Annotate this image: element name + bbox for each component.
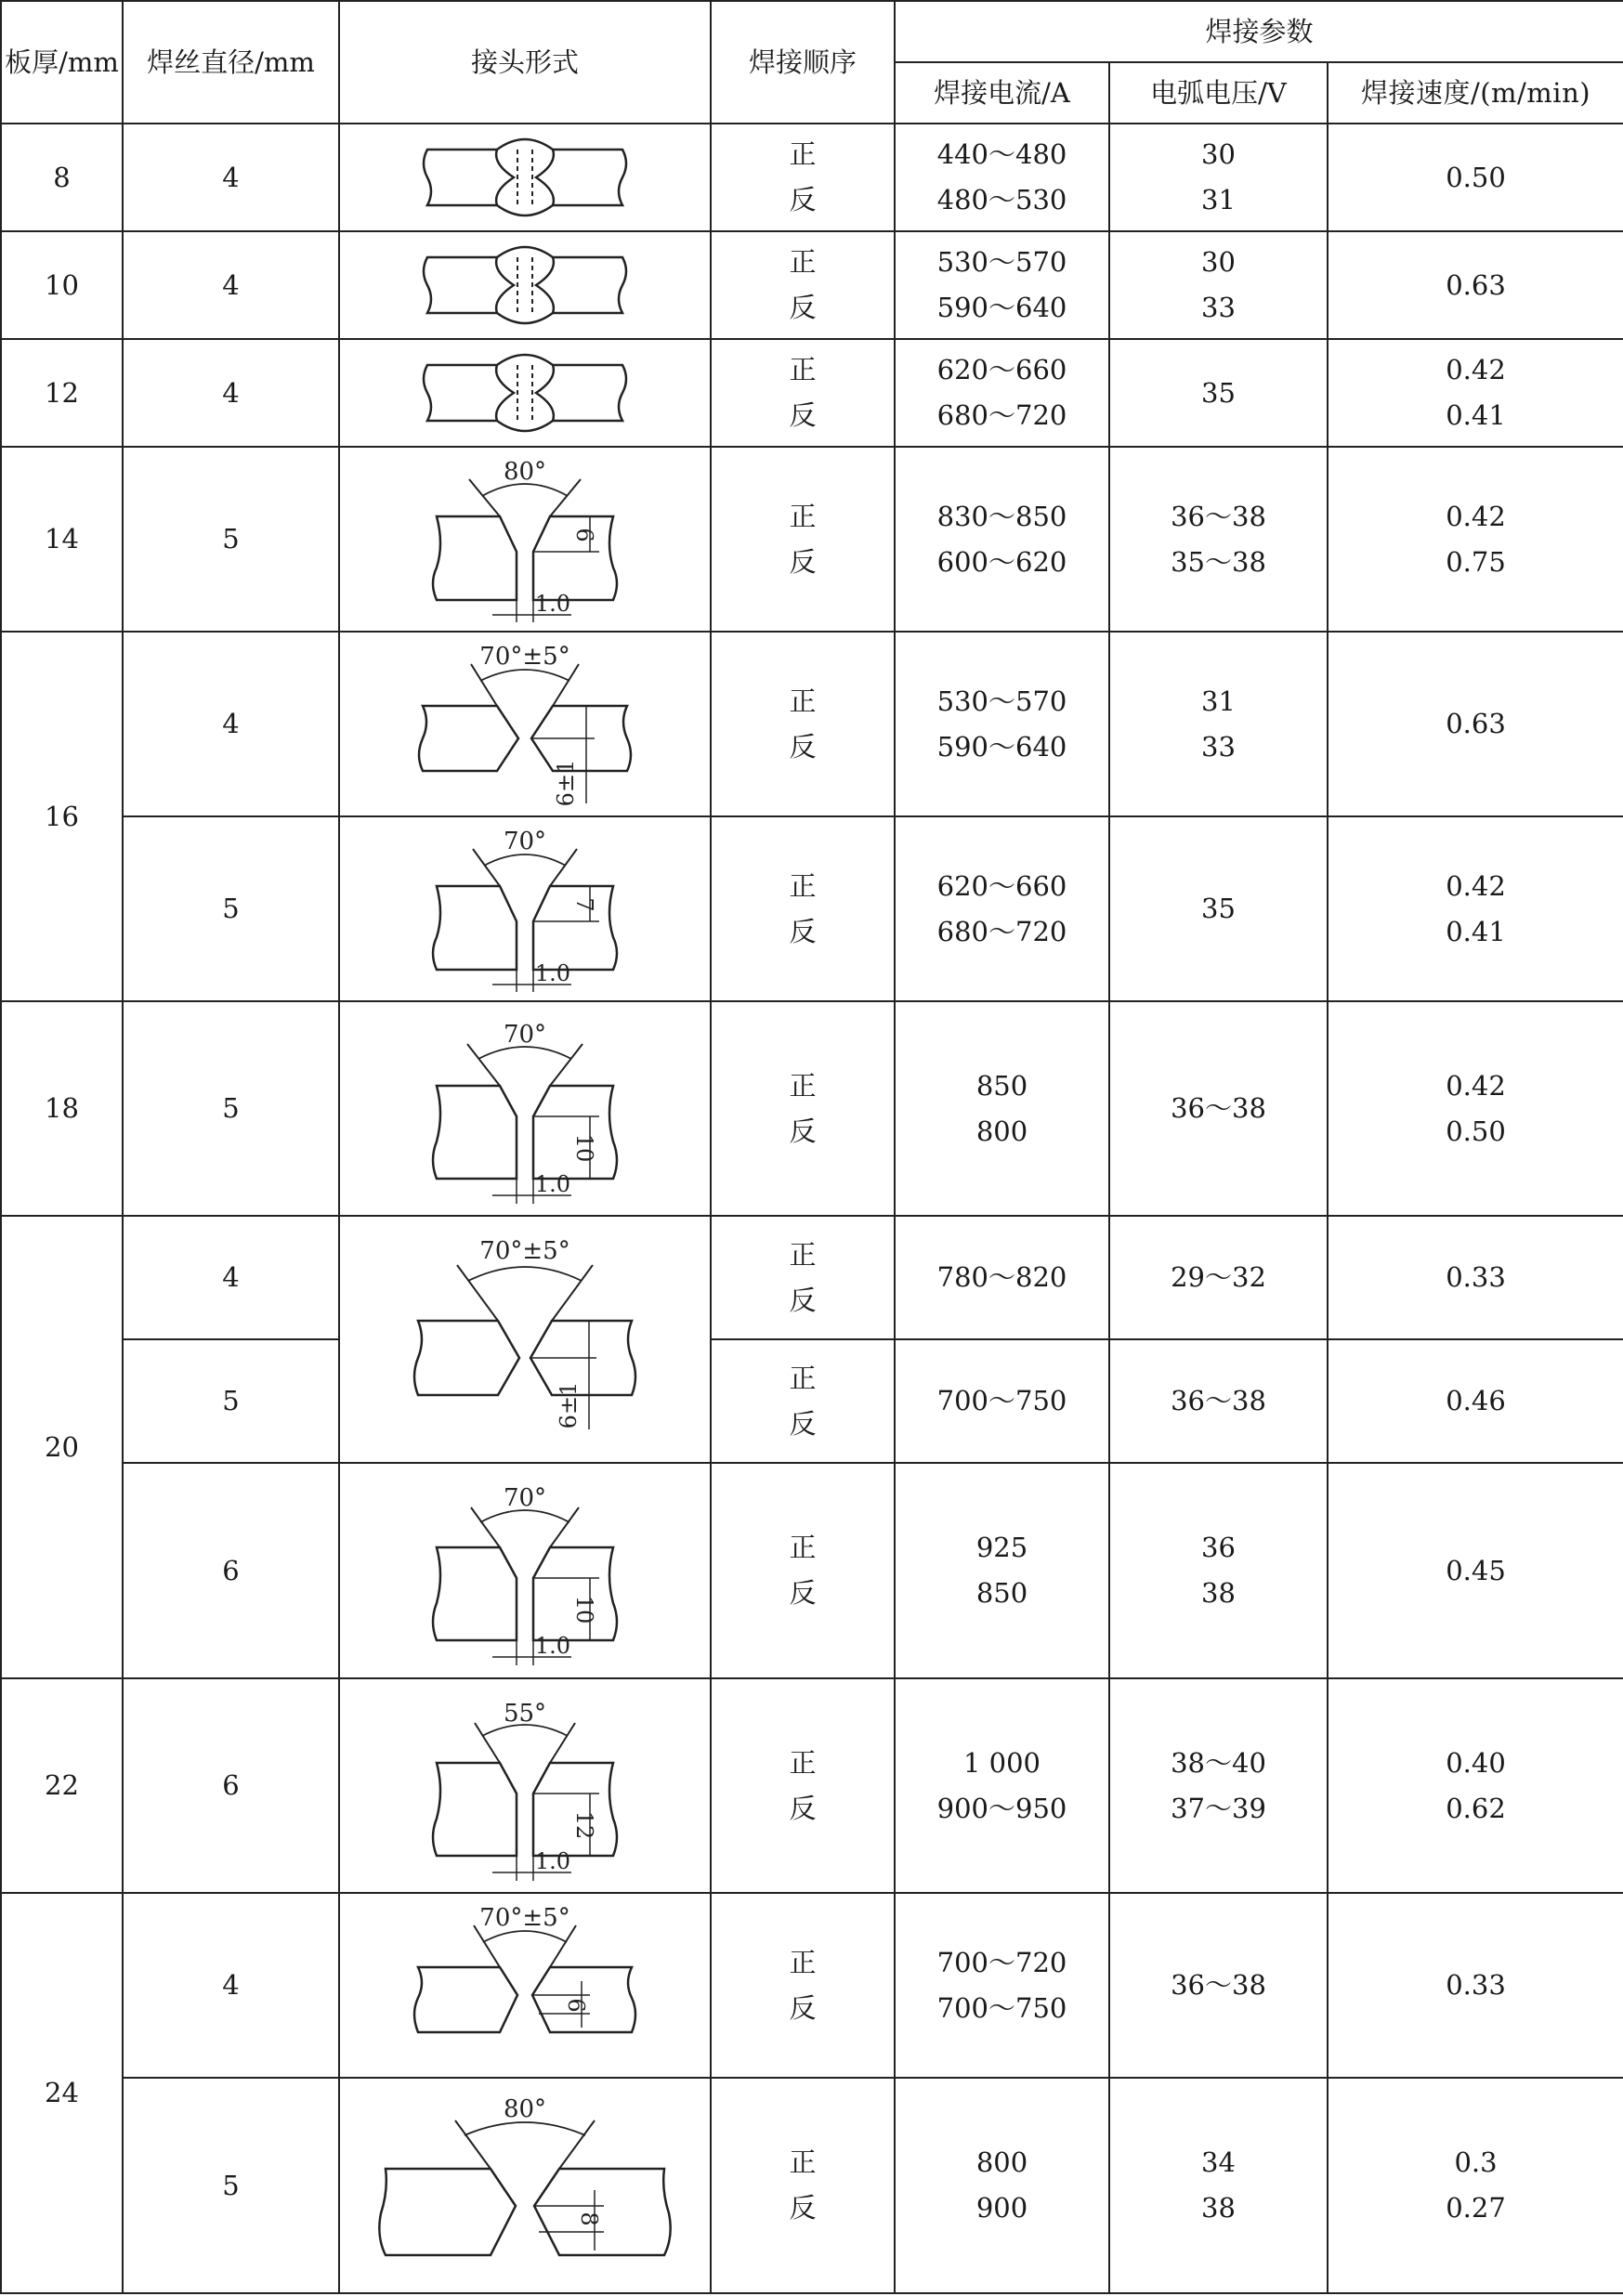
wire-diameter-cell: 4 <box>123 339 339 447</box>
speed-cell: 0.63 <box>1328 231 1623 339</box>
sequence-back: 反 <box>789 1577 817 1609</box>
speed-front: 0.42 <box>1446 354 1506 385</box>
current-cell <box>895 231 1109 339</box>
current-cell <box>895 1893 1109 2078</box>
table-row <box>1 632 1623 816</box>
current-cell <box>895 339 1109 447</box>
sequence-front: 正 <box>789 138 817 170</box>
table-row <box>1 1893 1623 2078</box>
weld-sequence-cell <box>711 1001 895 1216</box>
plate-thickness-cell: 24 <box>1 1893 123 2293</box>
voltage-back: 38 <box>1201 1577 1236 1609</box>
sequence-back: 反 <box>789 730 817 763</box>
current-back: 590～640 <box>936 292 1067 323</box>
root-face-label: 10 <box>571 1133 597 1162</box>
root-face-label: 6 <box>571 527 597 542</box>
current-cell <box>895 2078 1109 2293</box>
speed-cell: 0.33 <box>1328 1893 1623 2078</box>
joint-form-cell <box>339 1001 711 1216</box>
voltage-cell: 36～38 <box>1109 1001 1328 1216</box>
sequence-front: 正 <box>789 1532 817 1563</box>
wire-diameter-cell: 6 <box>123 1678 339 1893</box>
current-back: 680～720 <box>936 915 1067 947</box>
voltage-back: 31 <box>1201 184 1236 215</box>
current-cell <box>895 1678 1109 1893</box>
table-row <box>1 816 1623 1001</box>
plate-thickness-cell: 14 <box>1 447 123 632</box>
table-row <box>1 1678 1623 1893</box>
weld-sequence-cell <box>711 632 895 816</box>
root-face-label: 6 <box>563 1997 589 2013</box>
joint-form-cell <box>339 1463 711 1678</box>
current-front: 800 <box>975 2146 1028 2178</box>
sequence-front: 正 <box>789 1069 817 1102</box>
root-gap-label: 1.0 <box>534 590 571 617</box>
speed-cell <box>1328 2078 1623 2293</box>
sequence-front: 正 <box>789 354 817 385</box>
weld-sequence-cell <box>711 1893 895 2078</box>
wire-diameter-cell: 5 <box>123 447 339 632</box>
double-v-groove-joint-diagram <box>404 636 646 813</box>
table-row <box>1 1216 1623 1339</box>
voltage-cell <box>1109 231 1328 339</box>
header-joint-form: 接头形式 <box>339 1 711 124</box>
root-face-label: 8 <box>576 2211 602 2226</box>
current-back: 900 <box>975 2192 1028 2224</box>
current-front: 620～660 <box>936 869 1067 902</box>
y-groove-joint-diagram <box>413 451 636 628</box>
wire-diameter-cell: 4 <box>123 1216 339 1339</box>
speed-cell <box>1328 447 1623 632</box>
root-face-label: 12 <box>571 1810 597 1839</box>
sequence-back: 反 <box>789 1284 817 1316</box>
speed-cell: 0.46 <box>1328 1339 1623 1463</box>
weld-sequence-cell <box>711 816 895 1001</box>
current-front: 620～660 <box>936 354 1067 385</box>
sequence-front: 正 <box>789 500 817 532</box>
current-cell <box>895 447 1109 632</box>
table-row <box>1 1001 1623 1216</box>
current-back: 590～640 <box>936 730 1067 763</box>
speed-front: 0.42 <box>1446 869 1506 902</box>
weld-sequence-cell <box>711 231 895 339</box>
root-gap-label: 1.0 <box>534 1847 571 1874</box>
current-cell <box>895 1463 1109 1678</box>
sequence-front: 正 <box>789 246 817 278</box>
joint-form-cell <box>339 1216 711 1463</box>
sequence-back: 反 <box>789 2192 817 2224</box>
weld-sequence-cell <box>711 447 895 632</box>
sequence-back: 反 <box>789 1115 817 1147</box>
sequence-back: 反 <box>789 292 817 323</box>
root-face-label: 6±1 <box>556 1381 582 1429</box>
voltage-cell <box>1109 2078 1328 2293</box>
speed-cell: 0.45 <box>1328 1463 1623 1678</box>
sequence-back: 反 <box>789 545 817 578</box>
root-gap-label: 1.0 <box>534 1633 571 1659</box>
groove-angle-label: 80° <box>503 457 547 486</box>
plate-thickness-cell: 10 <box>1 231 123 339</box>
wire-diameter-cell: 5 <box>123 816 339 1001</box>
double-v-groove-joint-diagram <box>399 1898 650 2074</box>
sequence-back: 反 <box>789 1792 817 1824</box>
sequence-front: 正 <box>789 1746 817 1779</box>
current-front: 1 000 <box>962 1746 1041 1779</box>
current-front: 700～720 <box>936 1946 1067 1978</box>
double-v-groove-joint-diagram <box>399 1223 650 1455</box>
y-groove-joint-diagram <box>413 821 636 998</box>
sequence-back: 反 <box>789 915 817 947</box>
voltage-cell: 35 <box>1109 816 1328 1001</box>
wire-diameter-cell: 4 <box>123 124 339 231</box>
current-front: 440～480 <box>936 138 1067 170</box>
wire-diameter-cell: 4 <box>123 632 339 816</box>
groove-angle-label: 70°±5° <box>479 642 570 671</box>
root-face-label: 10 <box>571 1595 597 1624</box>
speed-back: 0.62 <box>1446 1792 1506 1824</box>
header-voltage: 电弧电压/V <box>1109 62 1328 124</box>
voltage-cell: 29～32 <box>1109 1216 1328 1339</box>
sequence-back: 反 <box>789 399 817 431</box>
current-back: 850 <box>975 1577 1028 1609</box>
voltage-back: 37～39 <box>1171 1792 1266 1824</box>
root-gap-label: 1.0 <box>534 959 571 986</box>
voltage-cell: 36～38 <box>1109 1339 1328 1463</box>
header-speed: 焊接速度/(m/min) <box>1328 62 1623 124</box>
speed-cell: 0.33 <box>1328 1216 1623 1339</box>
current-cell <box>895 632 1109 816</box>
current-back: 700～750 <box>936 1991 1067 2024</box>
current-back: 480～530 <box>936 184 1067 215</box>
groove-angle-label: 55° <box>503 1699 547 1728</box>
table-row <box>1 231 1623 339</box>
weld-sequence-cell <box>711 1463 895 1678</box>
speed-cell <box>1328 816 1623 1001</box>
voltage-back: 33 <box>1201 292 1236 323</box>
plate-thickness-cell: 20 <box>1 1216 123 1678</box>
joint-form-cell <box>339 231 711 339</box>
joint-form-cell <box>339 1678 711 1893</box>
groove-angle-label: 70°±5° <box>479 1903 570 1932</box>
current-front: 830～850 <box>936 500 1067 532</box>
wire-diameter-cell: 6 <box>123 1463 339 1678</box>
header-wire-diameter: 焊丝直径/mm <box>123 1 339 124</box>
speed-cell: 0.63 <box>1328 632 1623 816</box>
joint-form-cell <box>339 447 711 632</box>
voltage-front: 30 <box>1201 138 1236 170</box>
wire-diameter-cell: 5 <box>123 2078 339 2293</box>
root-face-label: 7 <box>571 896 597 912</box>
voltage-back: 35～38 <box>1171 545 1266 578</box>
weld-sequence-cell <box>711 2078 895 2293</box>
speed-front: 0.42 <box>1446 1069 1506 1102</box>
weld-sequence-cell <box>711 1339 895 1463</box>
voltage-cell <box>1109 1678 1328 1893</box>
header-weld-params: 焊接参数 <box>895 1 1623 62</box>
speed-back: 0.50 <box>1446 1115 1506 1147</box>
plate-thickness-cell: 18 <box>1 1001 123 1216</box>
current-back: 800 <box>975 1115 1028 1147</box>
voltage-front: 36 <box>1201 1532 1236 1563</box>
speed-cell: 0.50 <box>1328 124 1623 231</box>
voltage-cell: 35 <box>1109 339 1328 447</box>
current-back: 680～720 <box>936 399 1067 431</box>
sequence-back: 反 <box>789 184 817 215</box>
wire-diameter-cell: 4 <box>123 1893 339 2078</box>
speed-cell <box>1328 1678 1623 1893</box>
groove-angle-label: 80° <box>503 2095 547 2123</box>
speed-back: 0.75 <box>1446 545 1506 578</box>
plate-thickness-cell: 16 <box>1 632 123 1001</box>
speed-back: 0.27 <box>1446 2192 1506 2224</box>
y-groove-joint-diagram <box>413 1684 636 1888</box>
current-front: 850 <box>975 1069 1028 1102</box>
speed-front: 0.3 <box>1454 2146 1498 2178</box>
table-row <box>1 339 1623 447</box>
root-gap-label: 1.0 <box>534 1170 571 1197</box>
speed-back: 0.41 <box>1446 915 1506 947</box>
groove-angle-label: 70° <box>503 827 547 855</box>
groove-angle-label: 70°±5° <box>479 1237 570 1265</box>
voltage-cell <box>1109 447 1328 632</box>
table-row <box>1 1339 1623 1463</box>
double-sided-butt-joint-diagram <box>413 131 636 224</box>
sequence-front: 正 <box>789 869 817 902</box>
sequence-front: 正 <box>789 1946 817 1978</box>
double-sided-butt-joint-diagram <box>413 346 636 439</box>
voltage-cell <box>1109 1463 1328 1678</box>
header-current: 焊接电流/A <box>895 62 1109 124</box>
joint-form-cell <box>339 1893 711 2078</box>
double-v-groove-joint-diagram <box>372 2083 678 2288</box>
sequence-back: 反 <box>789 1407 817 1440</box>
weld-sequence-cell <box>711 124 895 231</box>
wire-diameter-cell: 5 <box>123 1339 339 1463</box>
voltage-front: 31 <box>1201 685 1236 717</box>
current-front: 530～570 <box>936 246 1067 278</box>
groove-angle-label: 70° <box>503 1484 547 1512</box>
speed-cell <box>1328 1001 1623 1216</box>
speed-front: 0.42 <box>1446 500 1506 532</box>
wire-diameter-cell: 5 <box>123 1001 339 1216</box>
sequence-front: 正 <box>789 1238 817 1271</box>
current-back: 900～950 <box>936 1792 1067 1824</box>
sequence-back: 反 <box>789 1991 817 2024</box>
y-groove-joint-diagram <box>413 1007 636 1211</box>
current-back: 600～620 <box>936 545 1067 578</box>
root-face-label: 6±1 <box>553 759 579 806</box>
plate-thickness-cell: 22 <box>1 1678 123 1893</box>
voltage-front: 38～40 <box>1171 1746 1266 1779</box>
voltage-back: 38 <box>1201 2192 1236 2224</box>
weld-sequence-cell <box>711 1216 895 1339</box>
weld-sequence-cell <box>711 339 895 447</box>
y-groove-joint-diagram <box>413 1468 636 1673</box>
joint-form-cell <box>339 339 711 447</box>
current-cell <box>895 124 1109 231</box>
current-cell: 780～820 <box>895 1216 1109 1339</box>
current-front: 530～570 <box>936 685 1067 717</box>
sequence-front: 正 <box>789 2146 817 2178</box>
table-row <box>1 124 1623 231</box>
speed-cell <box>1328 339 1623 447</box>
voltage-back: 33 <box>1201 730 1236 763</box>
weld-sequence-cell <box>711 1678 895 1893</box>
sequence-front: 正 <box>789 1362 817 1394</box>
voltage-cell: 36～38 <box>1109 1893 1328 2078</box>
table-row <box>1 447 1623 632</box>
current-cell <box>895 816 1109 1001</box>
table-row <box>1 2078 1623 2293</box>
speed-front: 0.40 <box>1446 1746 1506 1779</box>
header-weld-sequence: 焊接顺序 <box>711 1 895 124</box>
current-front: 925 <box>975 1532 1028 1563</box>
speed-back: 0.41 <box>1446 399 1506 431</box>
current-cell: 700～750 <box>895 1339 1109 1463</box>
voltage-cell <box>1109 632 1328 816</box>
joint-form-cell <box>339 2078 711 2293</box>
voltage-cell <box>1109 124 1328 231</box>
table-row <box>1 1463 1623 1678</box>
voltage-front: 36～38 <box>1171 500 1266 532</box>
joint-form-cell <box>339 124 711 231</box>
sequence-front: 正 <box>789 685 817 717</box>
joint-form-cell <box>339 816 711 1001</box>
plate-thickness-cell: 8 <box>1 124 123 231</box>
voltage-front: 34 <box>1201 2146 1236 2178</box>
wire-diameter-cell: 4 <box>123 231 339 339</box>
current-cell <box>895 1001 1109 1216</box>
header-plate-thickness: 板厚/mm <box>1 1 123 124</box>
voltage-front: 30 <box>1201 246 1236 278</box>
groove-angle-label: 70° <box>503 1020 547 1049</box>
double-sided-butt-joint-diagram <box>413 239 636 332</box>
joint-form-cell <box>339 632 711 816</box>
plate-thickness-cell: 12 <box>1 339 123 447</box>
